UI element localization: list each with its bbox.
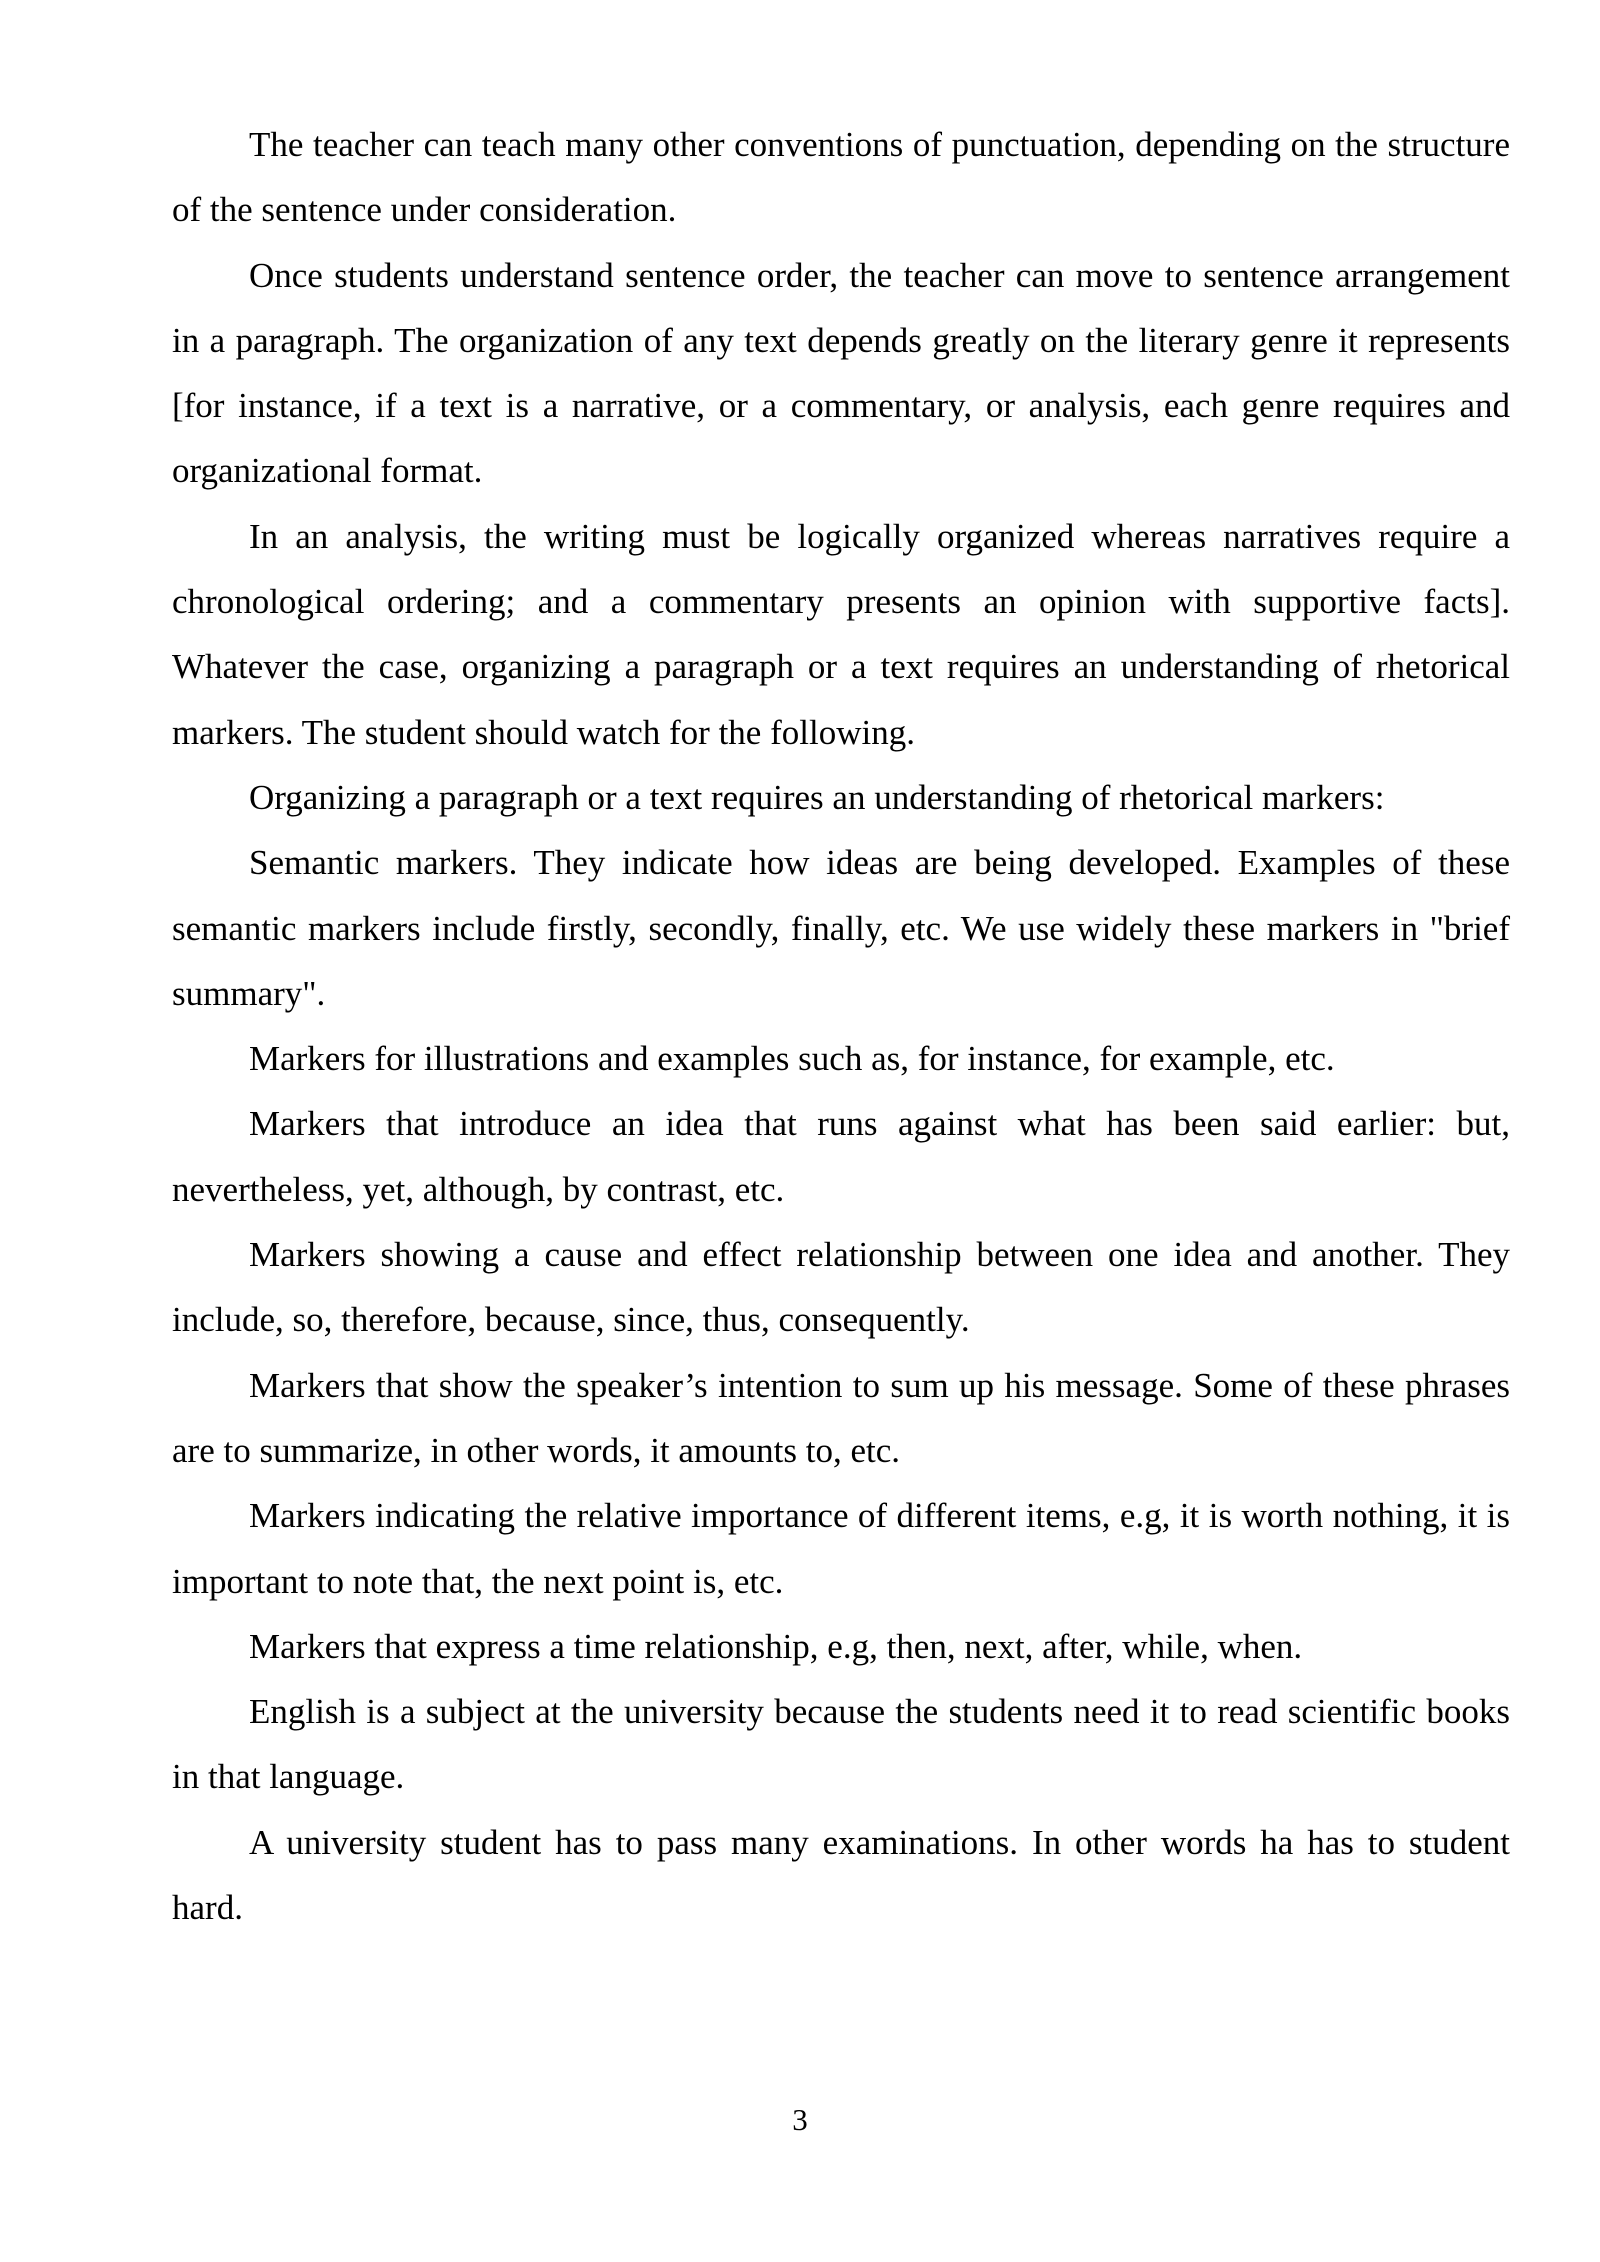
paragraph-semantic-markers: Semantic markers. They indicate how ideas are being developed. Examples of these semantic markers include firstly, secondly, finally, etc. We use widely these markers in "brief summary". [172, 843, 1510, 1013]
paragraph-importance-markers: Markers indicating the relative importance of different items, e.g, it is worth nothing, it is important to note that, the next point is, etc. [172, 1496, 1510, 1601]
paragraph-summary-markers: Markers that show the speaker’s intention to sum up his message. Some of these phrases are to summarize, in other words, it amounts to, etc. [172, 1365, 1510, 1470]
paragraph-time-markers: Markers that express a time relationship, e.g, then, next, after, while, when. [249, 1626, 1303, 1666]
paragraph-contrast-markers: Markers that introduce an idea that runs against what has been said earlier: but, nevertheless, yet, although, by contrast, etc. [172, 1104, 1510, 1209]
page-number: 3 [792, 2102, 808, 2137]
paragraph-sentence-arrangement: Once students understand sentence order, the teacher can move to sentence arrangement in a paragraph. The organization of any text depends greatly on the literary genre it represents [for instance, if a text is a narrative, or a commentary, or analysis, each genre requires and organizational format. [172, 255, 1510, 491]
paragraph-rhetorical-markers-intro: Organizing a paragraph or a text requires an understanding of rhetorical markers: [249, 777, 1385, 817]
paragraph-analysis: In an analysis, the writing must be logically organized whereas narratives require a chronological ordering; and a commentary presents an opinion with supportive facts]. Whatever the case, organizing a paragraph or a text requires an understanding of rhetorical markers. The student should watch for the following. [172, 516, 1510, 752]
paragraph-cause-effect-markers: Markers showing a cause and effect relationship between one idea and another. They include, so, therefore, because, since, thus, consequently. [172, 1235, 1510, 1340]
paragraph-example-english: English is a subject at the university because the students need it to read scientific books in that language. [172, 1692, 1510, 1797]
paragraph-illustration-markers: Markers for illustrations and examples such as, for instance, for example, etc. [249, 1039, 1335, 1079]
paragraph-example-examinations: A university student has to pass many examinations. In other words ha has to student hard. [172, 1822, 1510, 1928]
body-text [172, 112, 1510, 1940]
paragraph-punctuation: The teacher can teach many other conventions of punctuation, depending on the structure of the sentence under consideration. [172, 125, 1510, 230]
